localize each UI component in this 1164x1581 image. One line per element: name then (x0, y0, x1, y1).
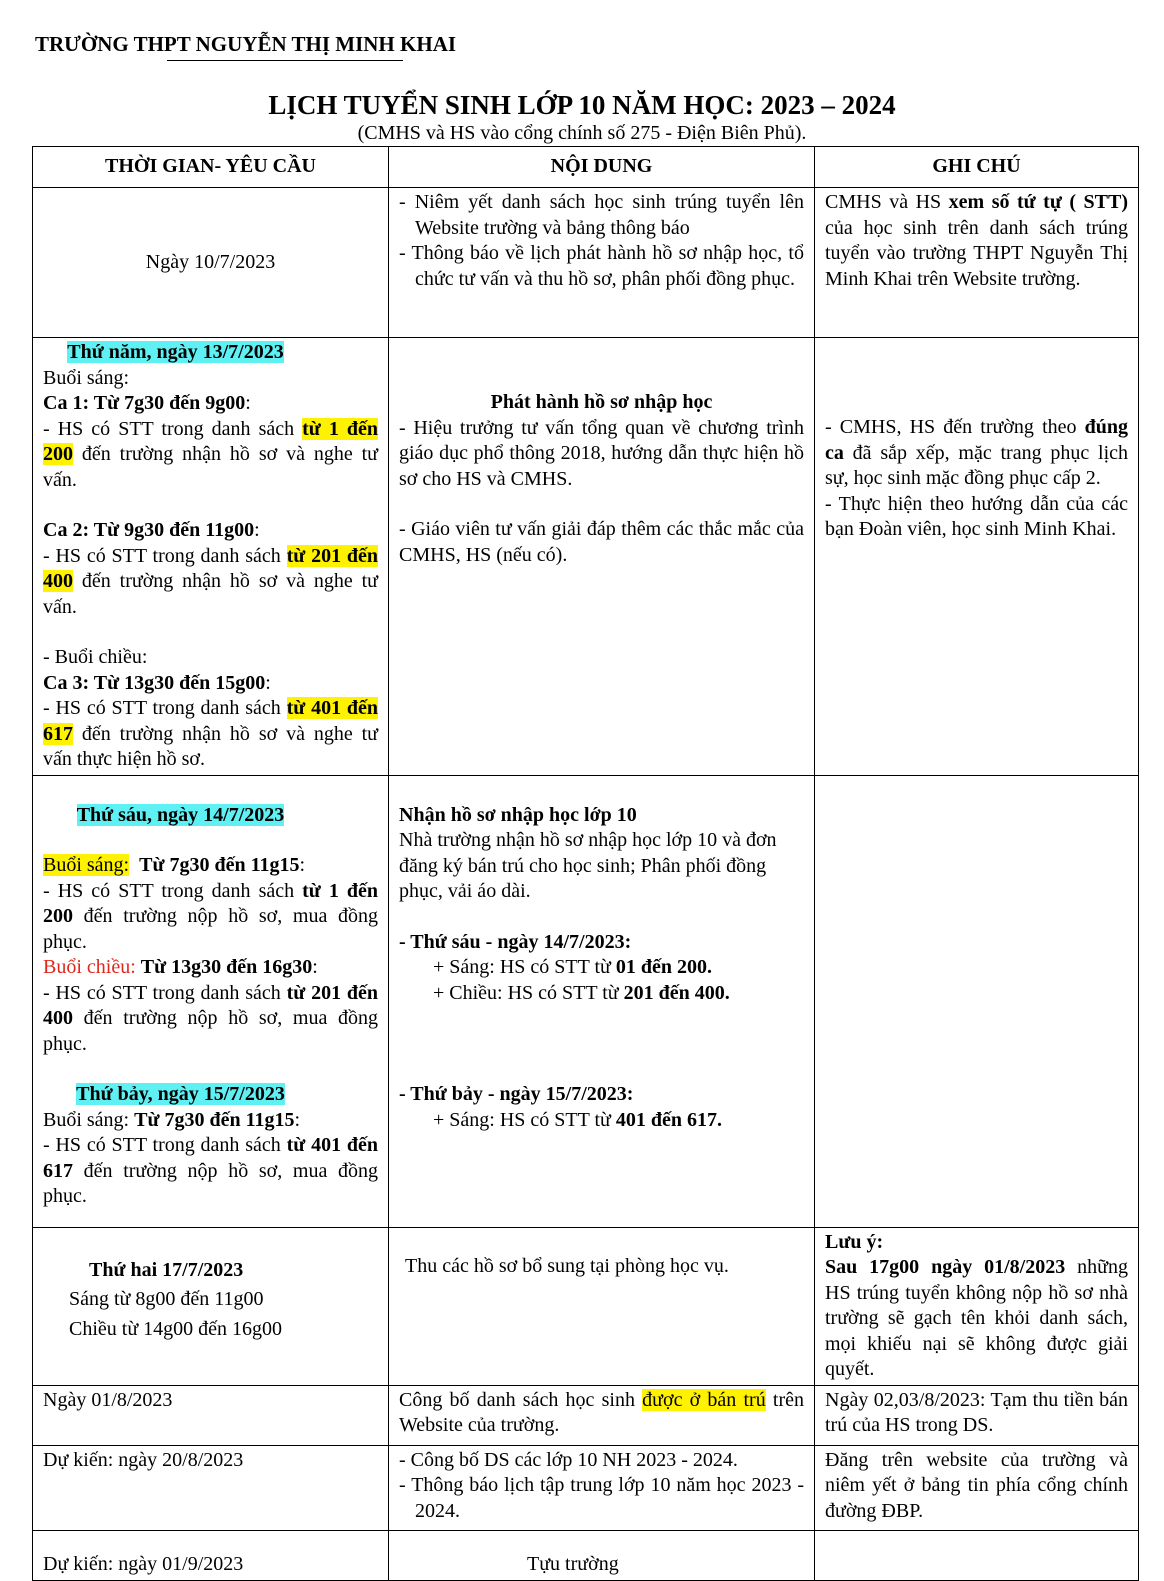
row6-time: Dự kiến: ngày 20/8/2023 (33, 1445, 389, 1530)
row3-sat-morning-range: từ 401 đến 617 (43, 1134, 378, 1182)
row5-time: Ngày 01/8/2023 (33, 1385, 389, 1445)
row5-note: Ngày 02,03/8/2023: Tạm thu tiền bán trú của HS trong DS. (815, 1385, 1139, 1445)
row2-ca2-a: - HS có STT trong danh sách (43, 544, 287, 567)
row2-ca2: Ca 2: Từ 9g30 đến 11g00 (43, 519, 255, 541)
row4-note-title: Lưu ý: (825, 1230, 884, 1253)
table-header-row (33, 147, 1139, 188)
row2-ca1-a: - HS có STT trong danh sách (43, 417, 303, 440)
row2-ca2-b: đến trường nhận hồ sơ và nghe tư vấn. (43, 570, 378, 618)
page-title: LỊCH TUYỂN SINH LỚP 10 NĂM HỌC: 2023 – 2024 (268, 90, 896, 120)
row3-fri-afternoon-time: Từ 13g30 đến 16g30 (140, 956, 313, 978)
row4-time (33, 1227, 389, 1385)
row2-ca1: Ca 1: Từ 7g30 đến 9g00 (43, 392, 246, 414)
row3-note (815, 775, 1139, 1227)
row7-note (815, 1530, 1139, 1580)
row7-time: Dự kiến: ngày 01/9/2023 (33, 1530, 389, 1580)
row3-fri-morning-label: Buổi sáng: (43, 854, 130, 876)
row2-content-1: - Hiệu trưởng tư vấn tổng quan về chương trình giáo dục phổ thông 2018, hướng dẫn thực hiện hồ sơ cho HS và CMHS. (399, 416, 804, 490)
row3-sat-morning-time: Từ 7g30 đến 11g15 (134, 1108, 295, 1131)
row3-content (389, 775, 815, 1227)
row1-note-a: CMHS và HS (825, 191, 949, 213)
row4-note (815, 1227, 1139, 1385)
row4-note-bold: Sau 17g00 ngày 01/8/2023 (825, 1256, 1066, 1278)
row4-day: Thứ hai 17/7/2023 (89, 1258, 244, 1281)
row6-content-item: - Thông báo lịch tập trung lớp 10 năm học 2023 - 2024. (399, 1474, 804, 1522)
row6-content-item: - Công bố DS các lớp 10 NH 2023 - 2024. (399, 1448, 738, 1471)
table-row (33, 1445, 1139, 1530)
row2-ca3-a: - HS có STT trong danh sách (43, 697, 287, 719)
row1-content (389, 188, 815, 338)
row3-fri-morning-a: - HS có STT trong danh sách (43, 879, 303, 902)
table-row (33, 188, 1139, 338)
header-note: GHI CHÚ (815, 147, 1139, 188)
row2-ca3-b: đến trường nhận hồ sơ và nghe tư vấn thực hiện hồ sơ. (43, 722, 378, 770)
row3-saturday-title: - Thứ bảy - ngày 15/7/2023: (399, 1083, 634, 1105)
schedule-table (32, 146, 1139, 1581)
row2-ca3-range: từ 401 đến 617 (43, 697, 378, 745)
row2-ca3: Ca 3: Từ 13g30 đến 15g00 (43, 671, 266, 694)
row2-note-2: - Thực hiện theo hướng dẫn của các bạn Đoàn viên, học sinh Minh Khai. (825, 492, 1128, 540)
row2-ca2-range: từ 201 đến 400 (43, 544, 378, 592)
school-name: TRƯỜNG THPT NGUYỄN THỊ MINH KHAI (35, 32, 457, 56)
row3-fri-morning-c: đến trường nộp hồ sơ, mua đồng phục. (43, 905, 378, 953)
row6-note: Đăng trên website của trường và niêm yết ở bảng tin phía cổng chính đường ĐBP. (815, 1445, 1139, 1530)
row3-saturday-morning-a: + Sáng: HS có STT từ (433, 1108, 616, 1131)
row3-sat-morning-label: Buổi sáng: (43, 1108, 135, 1131)
row1-note-b: xem số tứ tự ( STT) (948, 191, 1128, 213)
row3-content-desc: Nhà trường nhận hồ sơ nhập học lớp 10 và đơn đăng ký bán trú cho học sinh; Phân phối đồng phục, vải áo dài. (399, 829, 777, 902)
row3-date-friday: Thứ sáu, ngày 14/7/2023 (76, 803, 285, 826)
row2-date: Thứ năm, ngày 13/7/2023 (67, 341, 284, 363)
row3-friday-title: - Thứ sáu - ngày 14/7/2023: (399, 930, 632, 953)
header-content: NỘI DUNG (389, 147, 815, 188)
row3-time: Thứ sáu, ngày 14/7/2023 Buổi sáng: Từ 7g30 đến 11g15: - HS có STT trong danh sách từ 1 đến 200 đến trường nộp hồ sơ, mua đồng phục. Buổi chiều: Từ 13g30 đến 16g30: - HS có STT trong danh sách từ 201 đến 400 đến trường nộp hồ sơ, mua đồng phục. Thứ bảy, ngày 15/7/2023 Buổi sáng: Từ 7g30 đến 11g15: - HS có STT trong danh sách từ 401 đến 617 đến trường nộp hồ sơ, mua đồng phục. (33, 775, 389, 1227)
row5-content-a: Công bố danh sách học sinh (399, 1388, 643, 1411)
row3-fri-afternoon-c: đến trường nộp hồ sơ, mua đồng phục. (43, 1007, 378, 1055)
row5-content-highlight: được ở bán trú (642, 1388, 766, 1411)
table-row (33, 1385, 1139, 1445)
row3-fri-afternoon-range: từ 201 đến 400 (43, 981, 378, 1029)
row3-sat-morning-a: - HS có STT trong danh sách (43, 1134, 287, 1156)
row3-friday-morning-a: + Sáng: HS có STT từ (433, 956, 616, 978)
row3-fri-morning-range: từ 1 đến 200 (43, 879, 378, 927)
row1-content-item: - Thông báo về lịch phát hành hồ sơ nhập học, tổ chức tư vấn và thu hồ sơ, phân phối đồng phục. (399, 242, 804, 290)
table-row (33, 338, 1139, 776)
row2-time: Thứ năm, ngày 13/7/2023 Buổi sáng: Ca 1: Từ 7g30 đến 9g00: - HS có STT trong danh sách từ 1 đến 200 đến trường nhận hồ sơ và nghe tư vấn. Ca 2: Từ 9g30 đến 11g00: - HS có STT trong danh sách từ 201 đến 400 đến trường nhận hồ sơ và nghe tư vấn. - Buổi chiều: Ca 3: Từ 13g30 đến 15g00: - HS có STT trong danh sách từ 401 đến 617 đến trường nhận hồ sơ và nghe tư vấn thực hiện hồ sơ. (33, 338, 389, 776)
row4-morning: Sáng từ 8g00 đến 11g00 (69, 1288, 264, 1310)
row2-content (389, 338, 815, 776)
row5-content-b: trên Website của trường. (399, 1388, 805, 1436)
row2-content-title: Phát hành hồ sơ nhập học (490, 391, 713, 413)
table-row (33, 1227, 1139, 1385)
row2-note-1a: - CMHS, HS đến trường theo (825, 416, 1085, 438)
table-row (33, 775, 1139, 1227)
row2-note-1b: đúng ca (825, 416, 1128, 464)
header-time: THỜI GIAN- YÊU CẦU (33, 147, 389, 188)
row2-note-1c: đã sắp xếp, mặc trang phục lịch sự, học sinh mặc đồng phục cấp 2. (825, 441, 1128, 489)
school-underline (167, 60, 403, 61)
row3-content-title: Nhận hồ sơ nhập học lớp 10 (399, 803, 637, 826)
row3-fri-morning-time: Từ 7g30 đến 11g15 (139, 854, 300, 876)
row1-time: Ngày 10/7/2023 (33, 188, 389, 338)
row5-content (389, 1385, 815, 1445)
row3-friday-morning-b: 01 đến 200. (615, 956, 712, 978)
row2-note (815, 338, 1139, 776)
row2-ca1-b: đến trường nhận hồ sơ và nghe tư vấn. (43, 443, 378, 491)
row2-morning: Buổi sáng: (43, 366, 130, 389)
row3-friday-afternoon-b: 201 đến 400. (623, 981, 730, 1004)
row3-fri-afternoon-a: - HS có STT trong danh sách (43, 981, 287, 1004)
page-subtitle: (CMHS và HS vào cổng chính số 275 - Điện Biên Phủ). (357, 122, 807, 144)
row3-saturday-morning-b: 401 đến 617. (615, 1108, 722, 1131)
row4-content (389, 1227, 815, 1385)
table-row (33, 1530, 1139, 1580)
row4-afternoon: Chiều từ 14g00 đến 16g00 (69, 1317, 283, 1340)
row4-note-rest: những HS trúng tuyển không nộp hồ sơ nhà trường sẽ gạch tên khỏi danh sách, mọi khiếu nại sẽ không được giải quyết. (825, 1256, 1129, 1380)
row1-content-item: - Niêm yết danh sách học sinh trúng tuyển lên Website trường và bảng thông báo (399, 191, 804, 239)
row1-note-c: của học sinh trên danh sách trúng tuyển vào trường THPT Nguyễn Thị Minh Khai trên Website trường. (825, 216, 1128, 290)
row2-content-2: - Giáo viên tư vấn giải đáp thêm các thắc mắc của CMHS, HS (nếu có). (399, 518, 804, 566)
row1-note (815, 188, 1139, 338)
row2-afternoon: - Buổi chiều: (43, 646, 148, 668)
row3-date-saturday: Thứ bảy, ngày 15/7/2023 (76, 1083, 285, 1105)
row3-sat-morning-c: đến trường nộp hồ sơ, mua đồng phục. (43, 1159, 378, 1207)
row3-friday-afternoon-a: + Chiều: HS có STT từ (433, 981, 624, 1004)
row6-content (389, 1445, 815, 1530)
row4-content-text: Thu các hồ sơ bổ sung tại phòng học vụ. (405, 1254, 729, 1277)
row7-content: Tựu trường (389, 1530, 815, 1580)
row3-fri-afternoon-label: Buổi chiều: (43, 956, 136, 978)
row2-ca1-range: từ 1 đến 200 (43, 417, 378, 465)
